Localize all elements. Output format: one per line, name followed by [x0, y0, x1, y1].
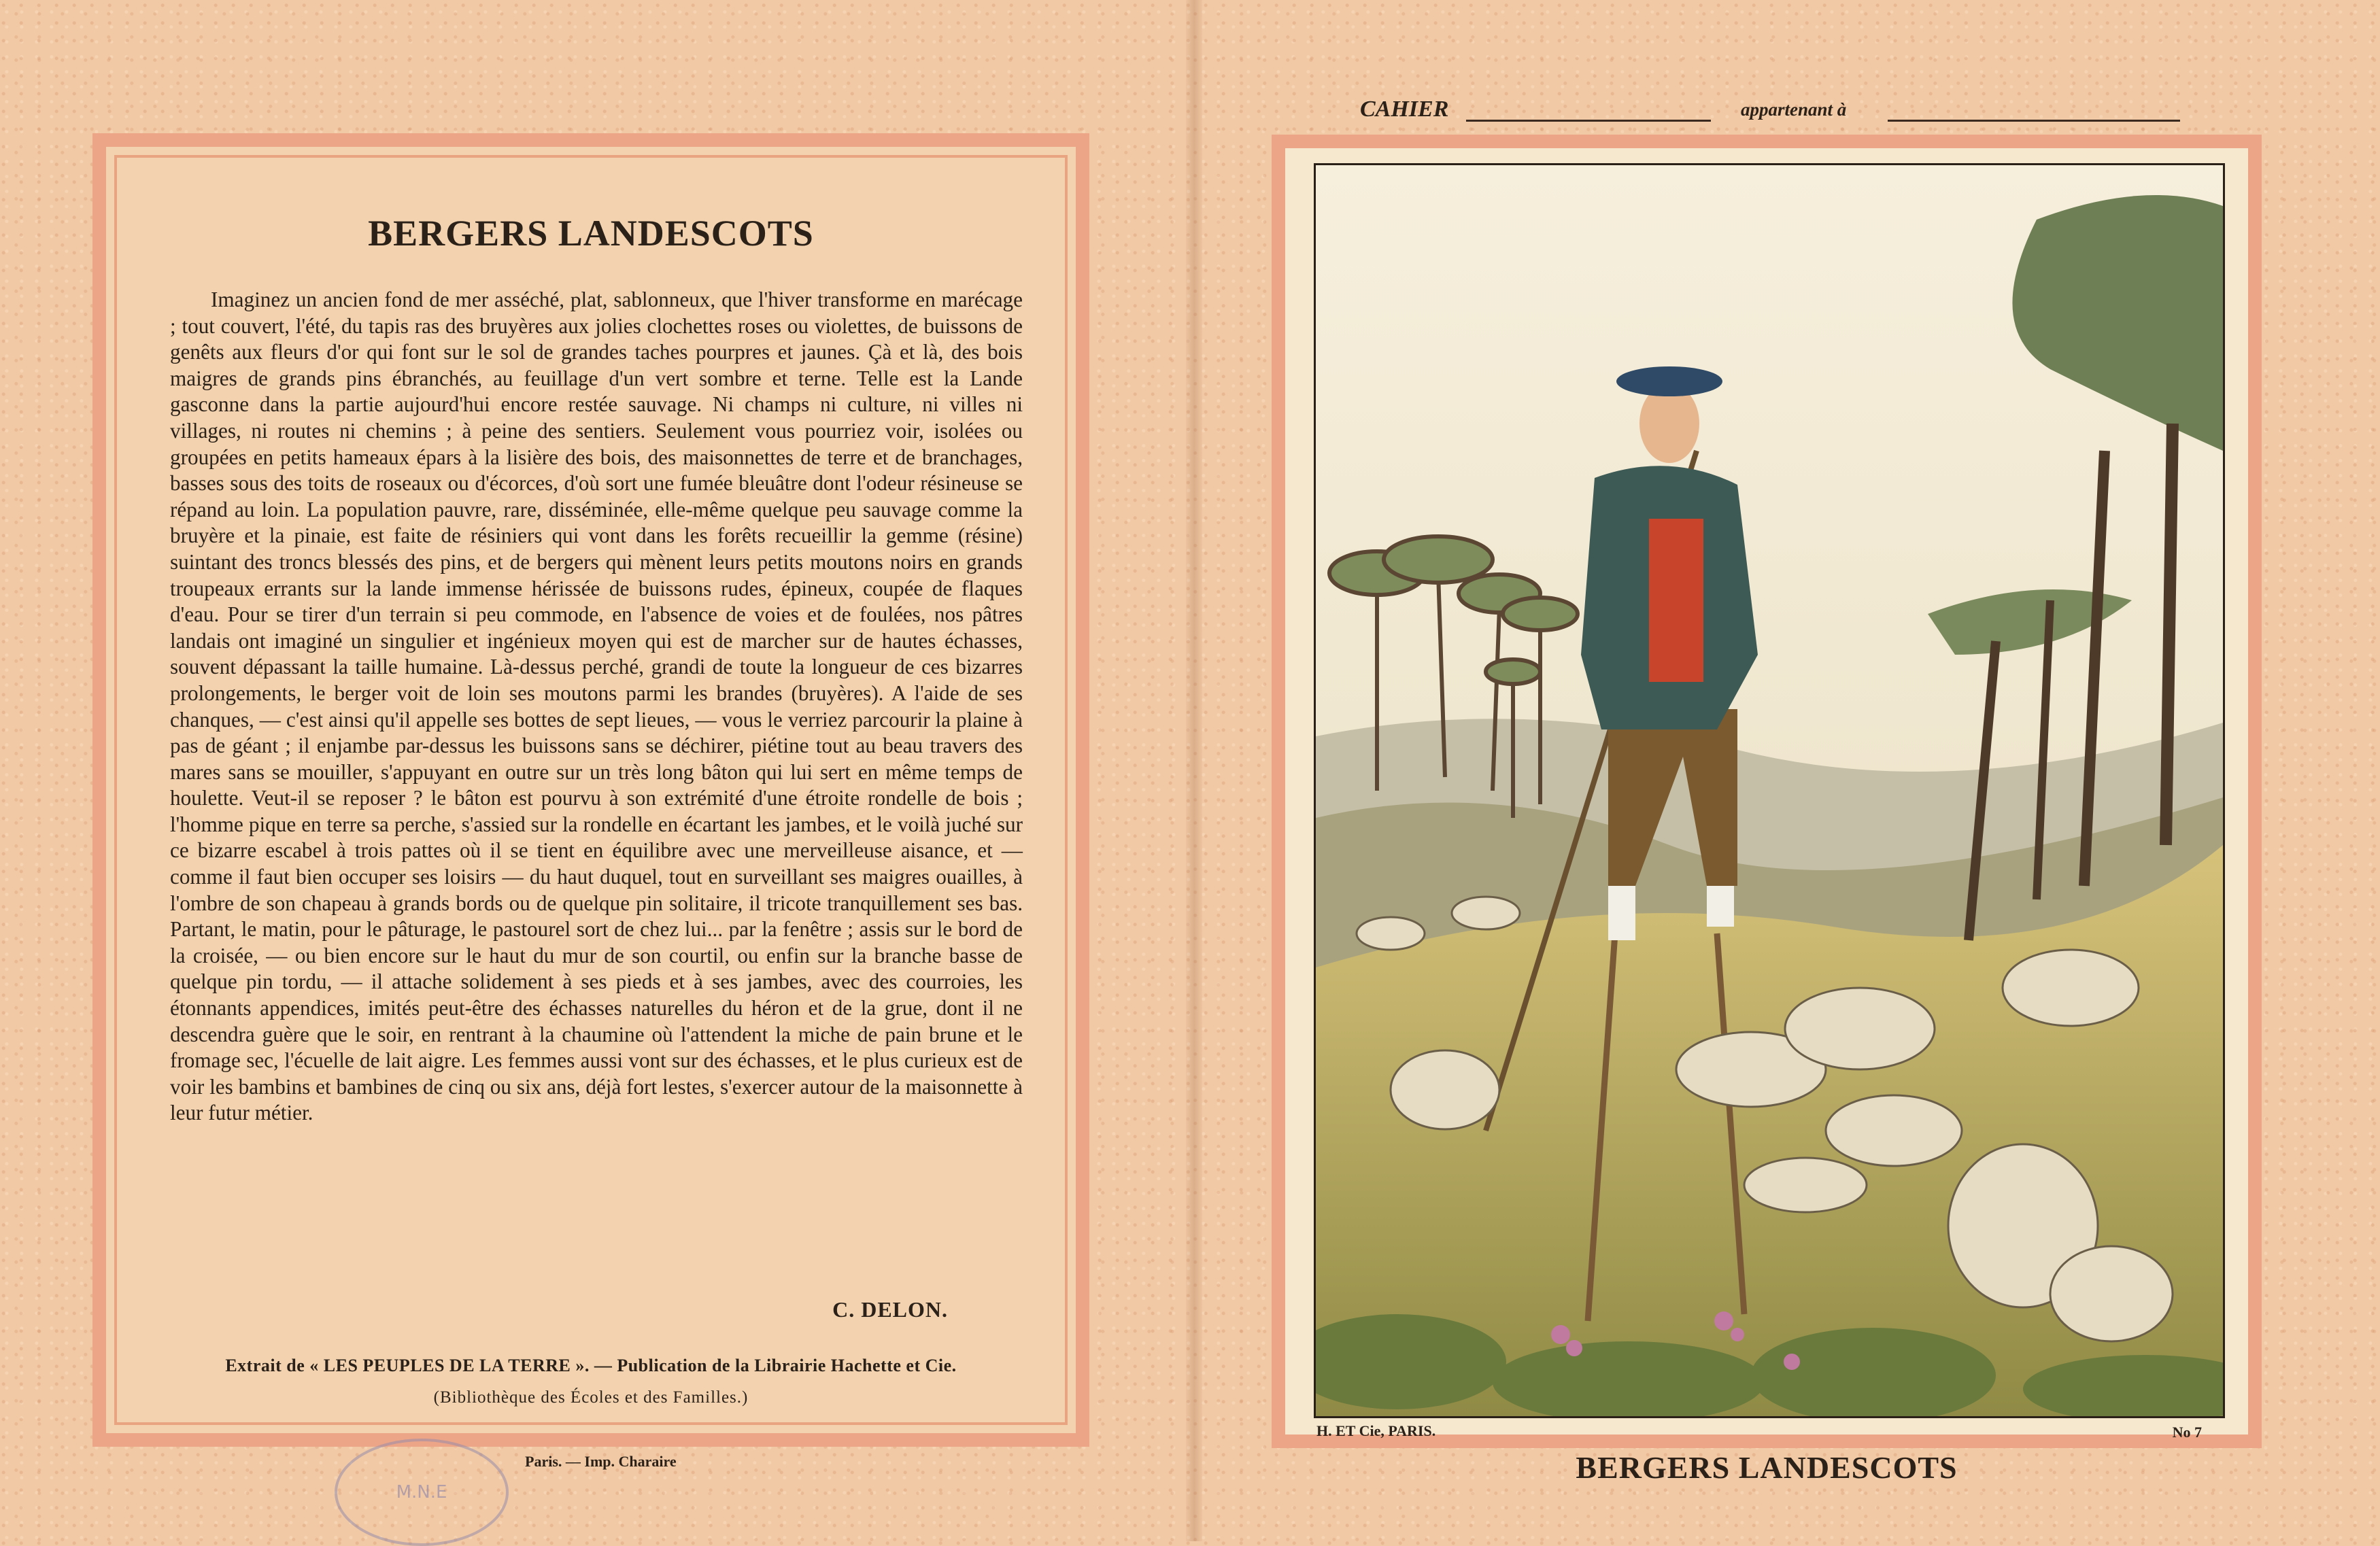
illustration-number: No 7 — [2172, 1424, 2202, 1441]
illustration-publisher: H. ET Cie, PARIS. — [1316, 1422, 1436, 1439]
right-page-frame — [1272, 135, 2262, 1448]
cahier-label: CAHIER — [1360, 97, 1449, 122]
source-line: Extrait de « LES PEUPLES DE LA TERRE ». — Publication de la Librairie Hachette et Cie. — [225, 1356, 957, 1375]
article-author: C. DELON. — [832, 1297, 948, 1322]
left-page-frame — [92, 133, 1089, 1447]
cahier-blank-2 — [1888, 120, 2180, 122]
source-subline: (Bibliothèque des Écoles et des Familles.) — [433, 1388, 749, 1407]
article-title: BERGERS LANDESCOTS — [368, 213, 814, 254]
library-stamp — [335, 1439, 509, 1546]
red-waistcoat — [1649, 519, 1703, 682]
left-sock — [1608, 886, 1635, 940]
shepherd-illustration — [1314, 163, 2225, 1418]
cahier-blank-1 — [1466, 120, 1711, 122]
stamp-text: M.N.E — [396, 1482, 447, 1502]
beret — [1616, 366, 1722, 396]
illustration-svg — [1316, 165, 2223, 1416]
cahier-owner-line — [1360, 97, 2190, 128]
page-fold — [1186, 0, 1202, 1541]
imprint-line: Paris. — Imp. Charaire — [525, 1453, 677, 1470]
article-body: Imaginez un ancien fond de mer asséché, plat, sablonneux, que l'hiver transforme en marécage ; tout couvert, l'été, du tapis ras des bruyères aux jolies clochettes roses ou violettes, de buissons de genêts aux fleurs d'or qui font sur le sol de grandes taches pourpres et jaunes. Çà et là, des bois maigres de grands pins ébranchés, au feuillage d'un vert sombre et terne. Telle est la Lande gasconne dans la partie aujourd'hui encore restée sauvage. Ni champs ni culture, ni villes ni villages, ni routes ni chemins ; à peine des sentiers. Seulement vous pourriez voir, isolées ou groupées en petits hameaux épars à la lisière des bois, des maisonnettes de terre et de branchages, basses sous des toits de roseaux ou d'écorces, d'où sort une fumée bleuâtre dont l'odeur résineuse se répand au loin. La population pauvre, rare, disséminée, elle-même quelque peu sauvage comme la bruyère et la pinaie, est faite de résiniers qui vont dans les forêts recueillir la gemme (résine) suintant des troncs blessés des pins, et de bergers qui mènent leurs petits moutons noirs en grands troupeaux errants sur la lande immense hérissée de buissons rudes, épineux, coupée de flaques d'eau. Pour se tirer d'un terrain si peu commode, en l'absence de voies et de foulées, nos pâtres landais ont imaginé un singulier et ingénieux moyen qui est de marcher sur de hautes échasses, souvent dépassant la taille humaine. Là-dessus perché, grandi de toute la longueur de ces bizarres prolongements, le berger voit de loin ses moutons parmi les brandes (bruyères). A l'aide de ses chanques, — c'est ainsi qu'il appelle ses bottes de sept lieues, — vous le verriez parcourir la plaine à pas de géant ; il enjambe par-dessus les buissons sans se déchirer, piétine tout au beau travers des mares sans se mouiller, s'appuyant en outre sur un très long bâton qui lui sert en même temps de houlette. Veut-il se reposer ? le bâton est pourvu à son extrémité d'une étroite rondelle de bois ; l'homme pique en terre sa perche, s'assied sur la rondelle en écartant les jambes, et le voilà juché sur ce bizarre escabel à trois pattes où il se tient en équilibre avec une merveilleuse aisance, et — comme il faut bien occuper ses loisirs — du haut duquel, tout en surveillant ses maigres ouailles, à l'ombre de son chapeau à grands bords ou de quelque pin solitaire, il tricote tranquillement ses bas. Partant, le matin, pour le pâturage, le pastourel sort de chez lui... par la fenêtre ; assis sur le bord de la croisée, — ou bien encore sur le haut du mur de son courtil, ou enfin sur la branche basse de quelque pin tordu, — il attache solidement à ses pieds et à ses jambes, avec des courroies, les étonnants appendices, imités peut-être des échasses naturelles du héron et de la grue, dont il ne descendra guère que le soir, en rentrant à la chaumine où l'attendent la miche de pain brune et le fromage sec, l'écuelle de lait aigre. Les femmes aussi vont sur des échasses, et le plus curieux est de voir les bambins et bambines de cinq ou six ans, déjà fort lestes, s'exercer autour de la maisonnette à leur futur métier. — [170, 288, 1028, 1125]
appartenant-label: appartenant à — [1741, 99, 1847, 120]
cover-caption: BERGERS LANDESCOTS — [1576, 1450, 1958, 1485]
